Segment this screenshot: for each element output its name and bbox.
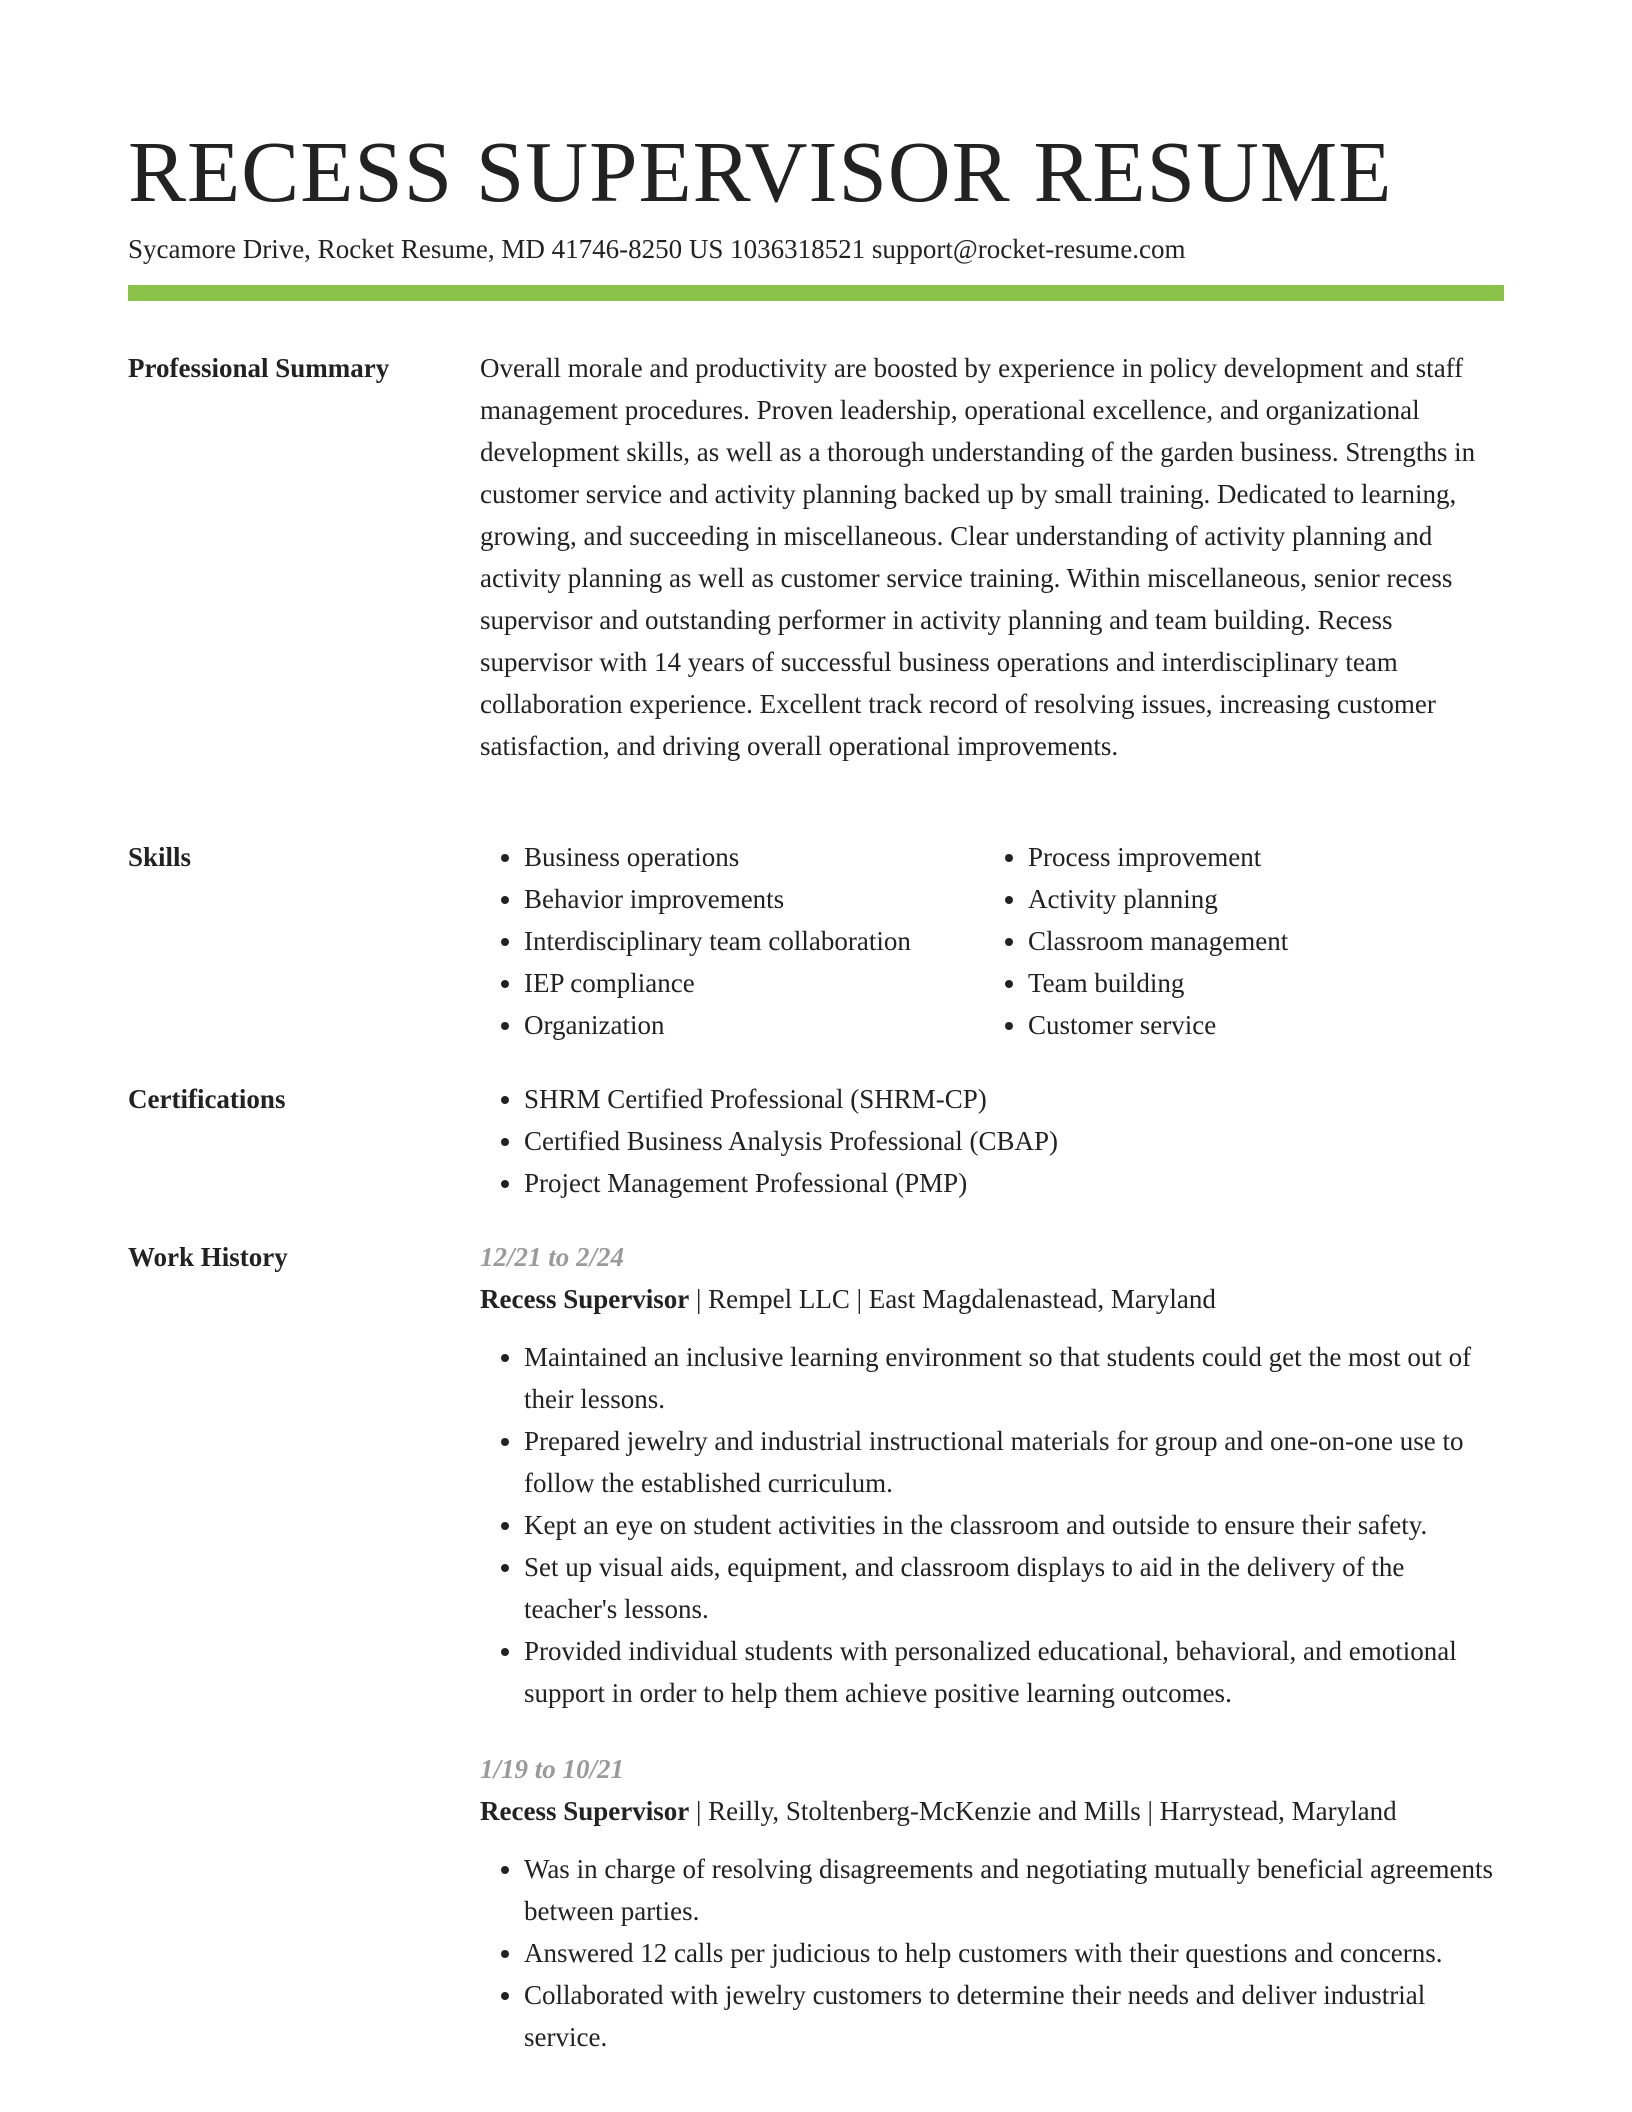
work-history-body [480, 1236, 1504, 2058]
job-entry [480, 1236, 1504, 1714]
job-bullet: • Maintained an inclusive learning environment so that students could get the most out of their lessons. [524, 1336, 1504, 1420]
summary-text: Overall morale and productivity are boosted by experience in policy development and staff management procedures. Proven leadership, operational excellence, and organizational development skills, as well as a thorough understanding of the garden business. Strengths in customer service and activity planning backed up by small training. Dedicated to learning, growing, and succeeding in miscellaneous. Clear understanding of activity planning and activity planning as well as customer service training. Within miscellaneous, senior recess supervisor and outstanding performer in activity planning and team building. Recess supervisor with 14 years of successful business operations and interdisciplinary team collaboration experience. Excellent track record of resolving issues, increasing customer satisfaction, and driving overall operational improvements. [480, 353, 1476, 761]
header-divider [128, 285, 1504, 301]
certification-item: • SHRM Certified Professional (SHRM-CP) [524, 1078, 1504, 1120]
job-bullet: • Kept an eye on student activities in the classroom and outside to ensure their safety. [524, 1504, 1504, 1546]
certification-item: • Project Management Professional (PMP) [524, 1162, 1504, 1204]
skills-label: Skills [128, 842, 192, 872]
skill-item: • Team building [1028, 962, 1488, 1004]
skill-item: • Activity planning [1028, 878, 1488, 920]
contact-email: support@rocket-resume.com [871, 234, 1186, 264]
job-bullet: • Was in charge of resolving disagreements and negotiating mutually beneficial agreements between parties. [524, 1848, 1504, 1932]
contact-address: Sycamore Drive, Rocket Resume, MD 41746-8250 US [128, 234, 724, 264]
summary-body [480, 347, 1504, 767]
certifications-label: Certifications [128, 1084, 286, 1114]
job-bullet: • Prepared jewelry and industrial instructional materials for group and one-on-one use to follow the established curriculum. [524, 1420, 1504, 1504]
skill-item: • Organization [524, 1004, 984, 1046]
skills-list-right [984, 836, 1488, 1046]
job-bullet: • Answered 12 calls per judicious to help customers with their questions and concerns. [524, 1932, 1504, 1974]
job-bullet: • Collaborated with jewelry customers to determine their needs and deliver industrial service. [524, 1974, 1504, 2058]
skills-column-right [984, 836, 1488, 1046]
certifications-body [480, 1078, 1504, 1204]
resume-title: RECESS SUPERVISOR RESUME [128, 123, 1393, 220]
skills-list-left [480, 836, 984, 1046]
job-heading [480, 1278, 1504, 1320]
job-bullet: • Set up visual aids, equipment, and classroom displays to aid in the delivery of the teacher's lessons. [524, 1546, 1504, 1630]
certification-item: • Certified Business Analysis Professional (CBAP) [524, 1120, 1504, 1162]
skill-item: • Process improvement [1028, 836, 1488, 878]
job-bullet: • Provided individual students with personalized educational, behavioral, and emotional support in order to help them achieve positive learning outcomes. [524, 1630, 1504, 1714]
job-details: | Rempel LLC | East Magdalenastead, Maryland [689, 1284, 1216, 1314]
skills-column-left [480, 836, 984, 1046]
contact-line [128, 231, 1185, 267]
job-title: Recess Supervisor [480, 1796, 690, 1826]
skill-item: • Behavior improvements [524, 878, 984, 920]
job-heading [480, 1790, 1504, 1832]
skill-item: • IEP compliance [524, 962, 984, 1004]
job-dates: 12/21 to 2/24 [480, 1242, 625, 1272]
skill-item: • Classroom management [1028, 920, 1488, 962]
skills-body [480, 836, 1504, 1046]
job-title: Recess Supervisor [480, 1284, 690, 1314]
skill-item: • Interdisciplinary team collaboration [524, 920, 984, 962]
certifications-list [480, 1078, 1504, 1204]
job-entry [480, 1748, 1504, 2058]
summary-label: Professional Summary [128, 353, 390, 383]
skill-item: • Business operations [524, 836, 984, 878]
job-bullets [480, 1848, 1504, 2058]
job-details: | Reilly, Stoltenberg-McKenzie and Mills | Harrystead, Maryland [689, 1796, 1397, 1826]
job-dates: 1/19 to 10/21 [480, 1754, 625, 1784]
skill-item: • Customer service [1028, 1004, 1488, 1046]
contact-phone: 1036318521 [730, 234, 866, 264]
work-history-label: Work History [128, 1242, 288, 1272]
job-bullets [480, 1336, 1504, 1714]
